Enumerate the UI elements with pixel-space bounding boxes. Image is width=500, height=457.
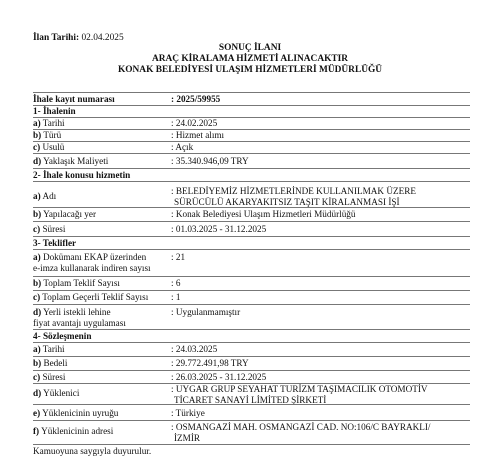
row-value-cont: TİCARET SANAYİ LİMİTED ŞİRKETİ <box>174 395 327 405</box>
row-divider <box>33 207 470 208</box>
section-title: 3- Teklifler <box>33 238 77 248</box>
row-divider <box>33 444 470 445</box>
row-label: Tarihi <box>42 344 65 354</box>
row-value: : 24.03.2025 <box>171 344 218 354</box>
row-value: : 24.02.2025 <box>171 118 218 128</box>
row-key: f) <box>33 426 40 436</box>
row-divider <box>33 370 470 371</box>
row-divider <box>33 105 470 106</box>
row-label-cont: e-imza kullanarak indiren sayısı <box>33 263 151 273</box>
row-label: Bedeli <box>43 358 68 368</box>
row-divider <box>33 249 470 250</box>
row-value: : UYGAR GRUP SEYAHAT TURİZM TAŞIMACILIK OTOMOTİV <box>171 384 428 394</box>
heading-authority: KONAK BELEDİYESİ ULAŞIM HİZMETLERİ MÜDÜRLÜĞÜ <box>117 65 383 75</box>
row-divider <box>33 420 470 421</box>
row-key: a) <box>33 191 41 201</box>
row-label: Yaklaşık Maliyeti <box>43 156 109 166</box>
row-key: c) <box>33 372 41 382</box>
row-value-cont: İZMİR <box>174 433 201 443</box>
row-label: Toplam Teklif Sayısı <box>43 278 120 288</box>
row-divider <box>33 181 470 182</box>
row-key: a) <box>33 344 41 354</box>
heading-title: SONUÇ İLANI <box>218 43 282 53</box>
row-key: b) <box>33 209 42 219</box>
row-divider <box>33 356 470 357</box>
row-divider <box>33 92 470 93</box>
row-divider <box>33 153 470 154</box>
row-divider <box>33 304 470 305</box>
row-divider <box>33 404 470 405</box>
row-value-cont: SÜRÜCÜLÜ AKARYAKITSIZ TAŞIT KİRALANMASI İŞİ <box>174 197 400 207</box>
row-label: Süresi <box>42 372 66 382</box>
row-label: Dokümanı EKAP üzerinden <box>42 252 147 262</box>
row-value: : 29.772.491,98 TRY <box>171 358 249 368</box>
row-key: c) <box>33 292 41 302</box>
row-label: Toplam Geçerli Teklif Sayısı <box>42 292 149 302</box>
row-label: Adı <box>42 191 57 201</box>
row-value: : 26.03.2025 - 31.12.2025 <box>171 372 267 382</box>
record-label: İhale kayıt numarası <box>33 94 115 104</box>
announce-date-value: 02.04.2025 <box>81 33 124 43</box>
closing-note: Kamuoyuna saygıyla duyurulur. <box>33 446 152 456</box>
section-title: 4- Sözleşmenin <box>33 331 92 341</box>
row-value: : 01.03.2025 - 31.12.2025 <box>171 224 267 234</box>
row-label: Yüklenici <box>43 388 80 398</box>
row-key: c) <box>33 224 41 234</box>
row-key: c) <box>33 142 41 152</box>
row-value: : Konak Belediyesi Ulaşım Hizmetleri Müdürlüğü <box>171 209 356 219</box>
row-key: b) <box>33 278 42 288</box>
section-title: 1- İhalenin <box>33 106 76 116</box>
row-divider <box>33 290 470 291</box>
row-label: Tarihi <box>42 118 65 128</box>
row-value: : Uygulanmamıştır <box>171 307 241 317</box>
row-value: : 6 <box>171 278 181 288</box>
row-divider <box>33 168 470 169</box>
row-label: Yapılacağı yer <box>43 209 97 219</box>
row-label: Yüklenicinin adresi <box>41 426 114 436</box>
row-label: Yerli istekli lehine <box>43 307 111 317</box>
row-key: b) <box>33 130 42 140</box>
row-divider <box>33 329 470 330</box>
row-key: d) <box>33 388 42 398</box>
row-divider <box>33 276 470 277</box>
row-divider <box>33 221 470 222</box>
row-key: e) <box>33 408 41 418</box>
row-value: : 35.340.946,09 TRY <box>171 156 249 166</box>
record-value: : 2025/59955 <box>171 94 221 104</box>
row-key: a) <box>33 118 41 128</box>
row-label-cont: fiyat avantajı uygulaması <box>33 318 126 328</box>
row-key: d) <box>33 307 42 317</box>
row-label: Yüklenicinin uyruğu <box>42 408 119 418</box>
row-value: : Türkiye <box>171 408 205 418</box>
row-key: a) <box>33 252 41 262</box>
row-value: : 21 <box>171 252 186 262</box>
row-label: Süresi <box>42 224 66 234</box>
row-key: d) <box>33 156 42 166</box>
document-headings <box>0 43 500 76</box>
row-value: : Açık <box>171 142 194 152</box>
announce-date-label: İlan Tarihi: <box>33 33 80 43</box>
row-divider <box>33 236 470 237</box>
row-label: Türü <box>43 130 62 140</box>
row-label: Usulü <box>42 142 65 152</box>
heading-subject: ARAÇ KİRALAMA HİZMETİ ALINACAKTIR <box>151 54 349 64</box>
row-value: : 1 <box>171 292 181 302</box>
section-title: 2- İhale konusu hizmetin <box>33 170 131 180</box>
row-divider <box>33 342 470 343</box>
row-value: : BELEDİYEMİZ HİZMETLERİNDE KULLANILMAK ÜZERE <box>171 186 416 196</box>
row-value: : Hizmet alımı <box>171 130 225 140</box>
row-key: b) <box>33 358 42 368</box>
row-value: : OSMANGAZİ MAH. OSMANGAZİ CAD. NO:106/C BAYRAKLI/ <box>171 422 431 432</box>
